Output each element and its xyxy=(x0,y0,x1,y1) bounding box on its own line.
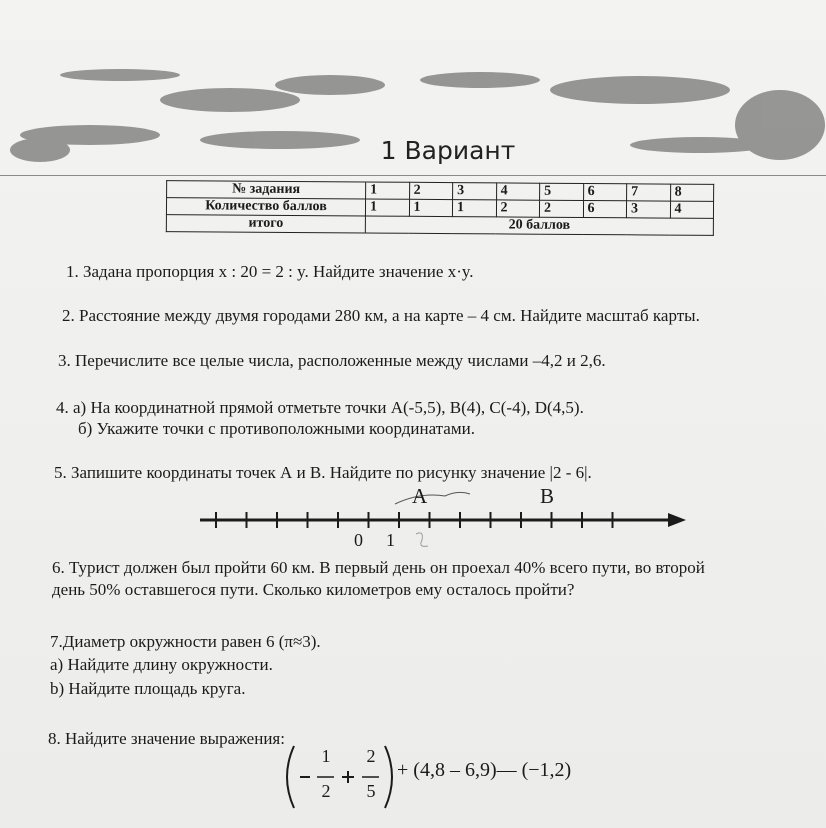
points-header: Количество баллов xyxy=(166,198,365,216)
frac2-numerator: 2 xyxy=(366,746,376,766)
task-number-cell: 8 xyxy=(670,184,714,201)
task-6-line-2: день 50% оставшегося пути. Сколько километров ему осталось пройти? xyxy=(52,580,575,599)
task-4b: б) Укажите точки с противоположными координатами. xyxy=(78,419,475,438)
left-paren xyxy=(287,746,294,808)
task-number-header: № задания xyxy=(167,181,366,199)
frac1-numerator: 1 xyxy=(321,746,331,766)
task-number-cell: 3 xyxy=(453,183,497,200)
task-5: 5. Запишите координаты точек А и В. Найдите по рисунку значение |2 - 6|. xyxy=(54,463,592,482)
task-2: 2. Расстояние между двумя городами 280 км, а на карте – 4 см. Найдите масштаб карты. xyxy=(62,306,700,325)
task-number-cell: 5 xyxy=(540,183,584,200)
pencil-mark-2 xyxy=(416,533,428,547)
score-table xyxy=(166,180,714,236)
points-cell: 1 xyxy=(365,199,409,216)
point-b-label: B xyxy=(540,484,555,508)
points-cell: 1 xyxy=(452,200,496,217)
table-row xyxy=(166,215,713,236)
expression-rest: + (4,8 – 6,9)— (−1,2) xyxy=(397,759,572,781)
task-number-cell: 6 xyxy=(583,183,627,200)
task-number-cell: 2 xyxy=(409,182,453,199)
zero-label: 0 xyxy=(354,530,363,550)
task-7b: b) Найдите площадь круга. xyxy=(50,679,246,698)
variant-title: 1 Вариант xyxy=(380,136,516,165)
points-cell: 1 xyxy=(409,199,453,216)
one-label: 1 xyxy=(386,530,395,550)
right-paren xyxy=(385,746,392,808)
points-cell: 2 xyxy=(496,200,540,217)
points-cell: 3 xyxy=(626,201,670,218)
arrow-head xyxy=(668,513,686,527)
task-3: 3. Перечислите все целые числа, расположенные между числами –4,2 и 2,6. xyxy=(58,351,606,370)
frac1-denominator: 2 xyxy=(321,781,331,801)
task-7: 7.Диаметр окружности равен 6 (π≈3). xyxy=(50,632,321,651)
task-number-cell: 4 xyxy=(496,183,540,200)
frac2-denominator: 5 xyxy=(366,781,376,801)
task-number-cell: 7 xyxy=(627,184,671,201)
task-number-cell: 1 xyxy=(366,182,410,199)
points-cell: 6 xyxy=(583,200,627,217)
total-header: итого xyxy=(166,215,365,233)
task-8: 8. Найдите значение выражения: xyxy=(48,729,285,748)
task-1: 1. Задана пропорция x : 20 = 2 : y. Найдите значение x·y. xyxy=(66,262,474,281)
task-7a: а) Найдите длину окружности. xyxy=(50,655,273,674)
points-cell: 2 xyxy=(539,200,583,217)
pencil-mark xyxy=(395,492,470,504)
number-line xyxy=(190,482,700,554)
points-cell: 4 xyxy=(670,201,714,218)
separator-line xyxy=(0,175,826,176)
task-6-line-1: 6. Турист должен был пройти 60 км. В первый день он проехал 40% всего пути, во второй xyxy=(52,558,705,577)
task-4a: 4. а) На координатной прямой отметьте точки А(-5,5), В(4), С(-4), D(4,5). xyxy=(56,398,584,417)
total-cell: 20 баллов xyxy=(365,216,713,235)
point-a-label: A xyxy=(412,484,428,508)
